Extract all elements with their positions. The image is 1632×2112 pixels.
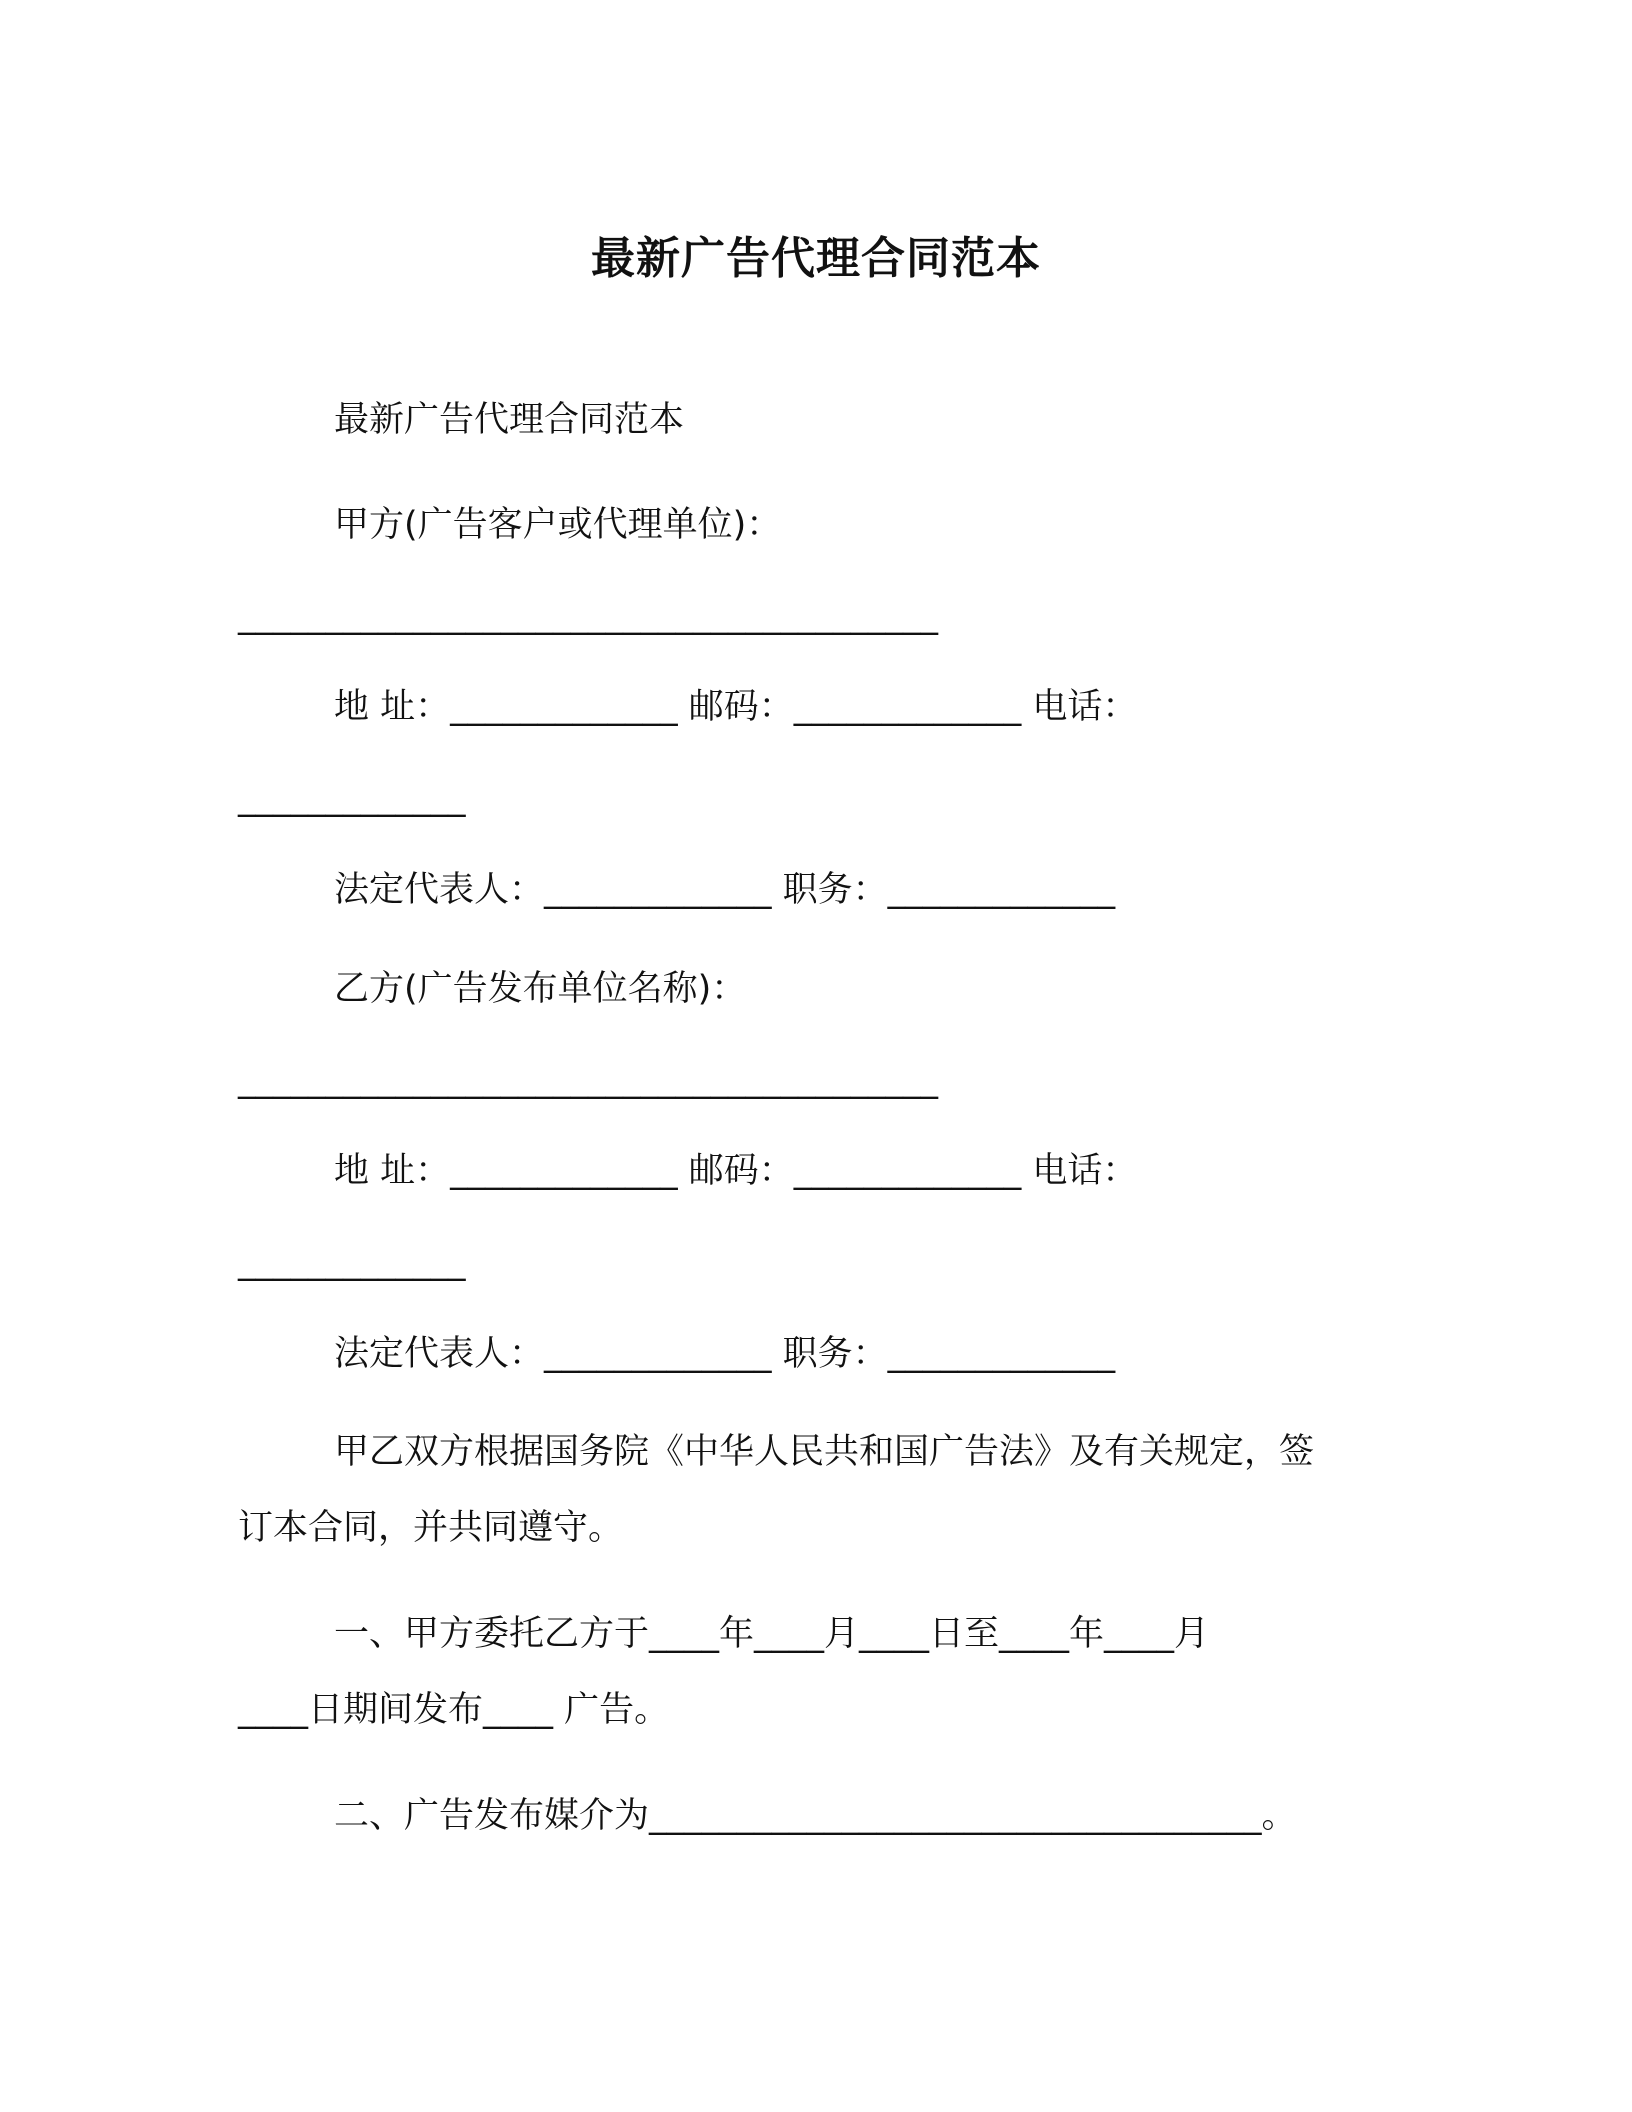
clause-one-line-1: 一、甲方委托乙方于____年____月____日至____年____月 [334,1614,1210,1654]
document-title: 最新广告代理合同范本 [591,233,1041,284]
agreement-paragraph-line-2: 订本合同，并共同遵守。 [238,1508,624,1548]
party-a-representative-line: 法定代表人：_____________ 职务：_____________ [334,870,1116,910]
party-a-name-blank: ________________________________________ [238,596,938,636]
party-a-label: 甲方(广告客户或代理单位)： [334,505,782,545]
party-b-address-line: 地 址：_____________ 邮码：_____________ 电话： [334,1151,1138,1191]
agreement-paragraph-line-1: 甲乙双方根据国务院《中华人民共和国广告法》及有关规定，签 [334,1432,1315,1472]
party-a-address-line: 地 址：_____________ 邮码：_____________ 电话： [334,687,1138,727]
clause-one-line-2: ____日期间发布____ 广告。 [238,1690,670,1730]
party-b-phone-blank: _____________ [238,1242,466,1282]
doc-line-heading: 最新广告代理合同范本 [334,400,685,440]
clause-two-line: 二、广告发布媒介为___________________________________。 [334,1796,1297,1836]
party-a-phone-blank: _____________ [238,778,466,818]
party-b-representative-line: 法定代表人：_____________ 职务：_____________ [334,1334,1116,1374]
party-b-label: 乙方(广告发布单位名称)： [334,969,747,1009]
party-b-name-blank: ________________________________________ [238,1060,938,1100]
